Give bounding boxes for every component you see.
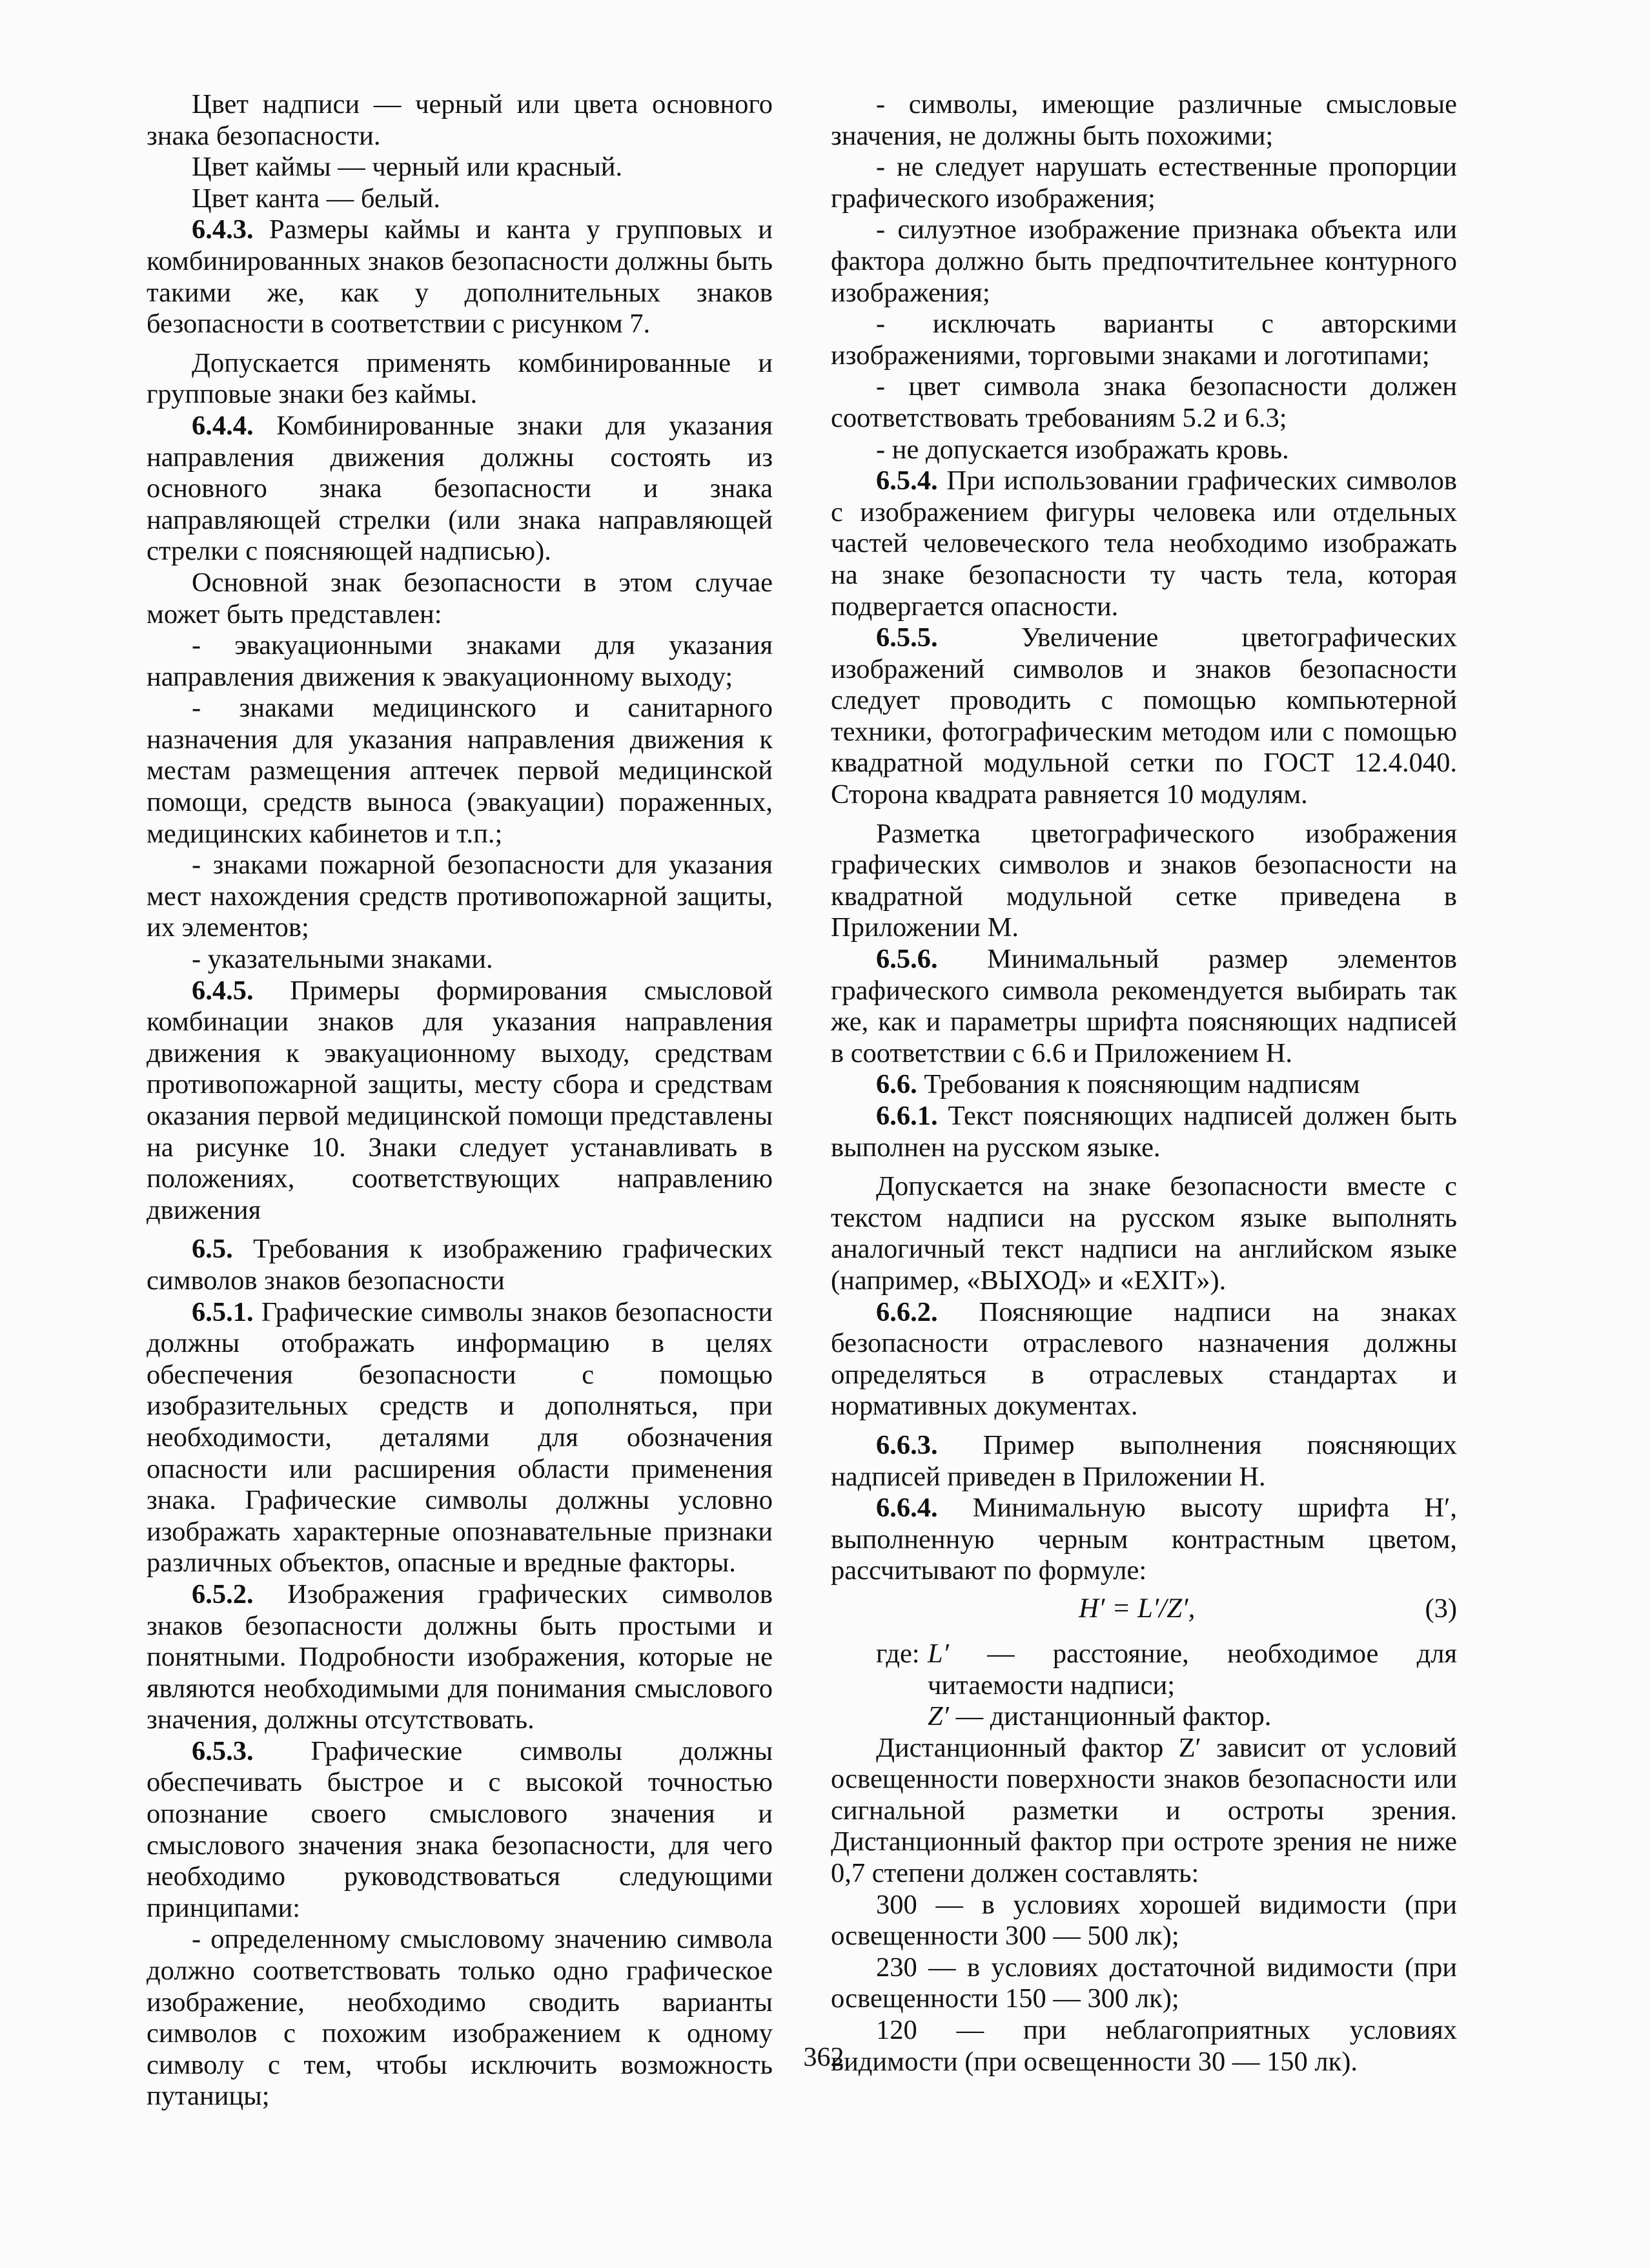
- clause-6-6-1: 6.6.1. Текст поясняющих надписей должен быть выполнен на русском языке.: [831, 1101, 1457, 1163]
- legend-item: Z′ — дистанционный фактор.: [928, 1701, 1272, 1732]
- list-item: - указательными знаками.: [192, 944, 493, 975]
- clause-number: 6.5.: [192, 1234, 233, 1265]
- clause-number: 6.5.6.: [876, 944, 938, 975]
- clause-number: 6.6.1.: [876, 1101, 938, 1131]
- paragraph: Цвет канта — белый.: [192, 183, 440, 214]
- paragraph: Допускается на знаке безопасности вместе с текстом надписи на русском языке выполнять аналогичный текст надписи на английском языке (например, «ВЫХОД» и «EXIT»).: [831, 1171, 1457, 1296]
- formula-expression: H′ = L′/Z′,: [1079, 1593, 1196, 1624]
- clause-6-5-1: 6.5.1. Графические символы знаков безопасности должны отображать информацию в целях обеспечения безопасности с помощью изобразительных средств и дополняться, при необходимости, деталями для обозначения опасности или расширения области применения знака. Графические символы должны условно изображать характерные опознавательные признаки различных объектов, опасные и вредные факторы.: [147, 1296, 773, 1578]
- clause-6-5-3: 6.5.3. Графические символы должны обеспечивать быстрое и с высокой точностью опознание своего смыслового значения и смыслового значения знака безопасности, для чего необходимо руководствоваться следующими принципами:: [147, 1735, 773, 1923]
- clause-6-6-2: 6.6.2. Поясняющие надписи на знаках безопасности отраслевого назначения должны определяться в отраслевых стандартах и нормативных документах.: [831, 1296, 1457, 1422]
- list-item: - эвакуационными знаками для указания направления движения к эвакуационному выходу;: [147, 630, 773, 692]
- paragraph: Цвет надписи — черный или цвета основного знака безопасности.: [147, 89, 773, 151]
- paragraph: Дистанционный фактор Z′ зависит от условий освещенности поверхности знаков безопасности или сигнальной разметки и остроты зрения. Дистанционный фактор при остроте зрения не ниже 0,7 степени должен составлять:: [831, 1732, 1457, 1889]
- list-item: - символы, имеющие различные смысловые значения, не должны быть похожими;: [831, 89, 1457, 151]
- clause-number: 6.5.3.: [192, 1735, 254, 1766]
- paragraph: Цвет каймы — черный или красный.: [192, 152, 623, 183]
- paragraph: Разметка цветографического изображения графических символов и знаков безопасности на квадратной модульной сетке приведена в Приложении М.: [831, 818, 1457, 943]
- clause-6-4-5: 6.4.5. Примеры формирования смысловой комбинации знаков для указания направления движения к эвакуационному выходу, средствам противопожарной защиты, месту сбора и средствам оказания первой медицинской помощи представлены на рисунке 10. Знаки следует устанавливать в положениях, соответствующих направлению движения: [147, 975, 773, 1225]
- list-item: - не следует нарушать естественные пропорции графического изображения;: [831, 152, 1457, 214]
- clause-number: 6.6.: [876, 1069, 917, 1100]
- list-item: - не допускается изображать кровь.: [876, 434, 1289, 465]
- formula-number: (3): [1425, 1593, 1457, 1624]
- page-number: 362: [803, 2043, 844, 2072]
- list-item: - знаками медицинского и санитарного назначения для указания направления движения к местам размещения аптечек первой медицинской помощи, средств выноса (эвакуации) пораженных, медицинских кабинетов и т.п.;: [147, 693, 773, 849]
- clause-6-5-6: 6.5.6. Минимальный размер элементов графического символа рекомендуется выбирать так же, как и параметры шрифта поясняющих надписей в соответствии с 6.6 и Приложением Н.: [831, 944, 1457, 1068]
- formula-legend: [831, 1639, 1457, 1733]
- clause-number: 6.4.5.: [192, 975, 254, 1006]
- legend-label: где:: [876, 1638, 920, 1669]
- clause-6-5-4: 6.5.4. При использовании графических символов с изображением фигуры человека или отдельных частей человеческого тела необходимо изображать на знаке безопасности ту часть тела, которая подвергается опасности.: [831, 465, 1457, 622]
- clause-number: 6.6.4.: [876, 1493, 938, 1524]
- clause-6-4-3: 6.4.3. Размеры каймы и канта у групповых и комбинированных знаков безопасности должны быть такими же, как у дополнительных знаков безопасности в соответствии с рисунком 7.: [147, 214, 773, 340]
- section-6-6: 6.6. Требования к поясняющим надписям: [876, 1069, 1360, 1100]
- paragraph: Допускается применять комбинированные и групповые знаки без каймы.: [147, 347, 773, 410]
- section-6-5: 6.5. Требования к изображению графических символов знаков безопасности: [147, 1234, 773, 1296]
- clause-number: 6.4.3.: [192, 214, 254, 245]
- clause-number: 6.6.3.: [876, 1429, 938, 1460]
- clause-6-5-5: 6.5.5. Увеличение цветографических изображений символов и знаков безопасности следует проводить с помощью компьютерной техники, фотографическим методом или с помощью квадратной модульной сетки по ГОСТ 12.4.040. Сторона квадрата равняется 10 модулям.: [831, 622, 1457, 810]
- clause-number: 6.5.2.: [192, 1578, 254, 1609]
- clause-number: 6.4.4.: [192, 410, 254, 441]
- clause-6-6-3: 6.6.3. Пример выполнения поясняющих надписей приведен в Приложении Н.: [831, 1429, 1457, 1492]
- right-column: [831, 89, 1457, 2078]
- list-item: - силуэтное изображение признака объекта или фактора должно быть предпочтительнее контурного изображения;: [831, 214, 1457, 308]
- legend-item: L′ — расстояние, необходимое для читаемости надписи;: [928, 1638, 1457, 1701]
- legend-row: [831, 1639, 1457, 1701]
- clause-number: 6.5.1.: [192, 1296, 254, 1327]
- clause-number: 6.6.2.: [876, 1296, 938, 1327]
- clause-number: 6.5.4.: [876, 465, 938, 496]
- clause-6-4-4: 6.4.4. Комбинированные знаки для указания направления движения должны состоять из основного знака безопасности и знака направляющей стрелки (или знака направляющей стрелки с поясняющей надписью).: [147, 410, 773, 567]
- legend-symbol: L′: [928, 1638, 949, 1669]
- list-item: 230 — в условиях достаточной видимости (при освещенности 150 — 300 лк);: [831, 1952, 1457, 2014]
- legend-symbol: Z′: [928, 1701, 949, 1732]
- list-item: - знаками пожарной безопасности для указания мест нахождения средств противопожарной защиты, их элементов;: [147, 850, 773, 943]
- clause-6-6-4: 6.6.4. Минимальную высоту шрифта H′, выполненную черным контрастным цветом, рассчитывают по формуле:: [831, 1493, 1457, 1586]
- list-item: - исключать варианты с авторскими изображениями, торговыми знаками и логотипами;: [831, 309, 1457, 371]
- legend-row: [831, 1701, 1457, 1733]
- clause-number: 6.5.5.: [876, 622, 938, 653]
- list-item: - определенному смысловому значению символа должно соответствовать только одно графическое изображение, необходимо сводить варианты символов с похожим изображением к одному символу с тем, чтобы исключить возможность путаницы;: [147, 1924, 773, 2112]
- list-item: 120 — при неблагоприятных условиях видимости (при освещенности 30 — 150 лк).: [831, 2015, 1457, 2077]
- clause-6-5-2: 6.5.2. Изображения графических символов знаков безопасности должны быть простыми и понятными. Подробности изображения, которые не являются необходимыми для понимания смыслового значения, должны отсутствовать.: [147, 1578, 773, 1735]
- left-column: [147, 89, 773, 2112]
- list-item: 300 — в условиях хорошей видимости (при освещенности 300 — 500 лк);: [831, 1889, 1457, 1952]
- paragraph: Основной знак безопасности в этом случае может быть представлен:: [147, 567, 773, 629]
- list-item: - цвет символа знака безопасности должен соответствовать требованиям 5.2 и 6.3;: [831, 371, 1457, 433]
- formula-3: [831, 1593, 1457, 1631]
